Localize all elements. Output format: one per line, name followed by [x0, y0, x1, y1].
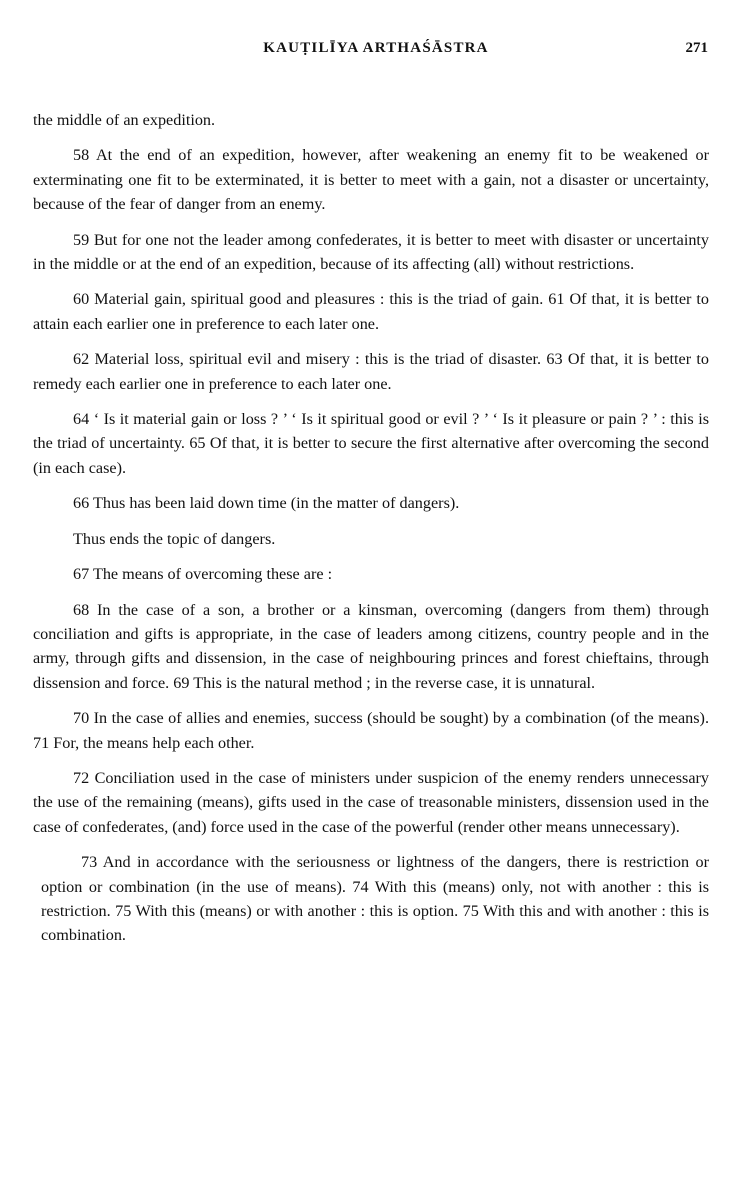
paragraph-67: 67 The means of overcoming these are : [73, 565, 333, 584]
body-text [33, 108, 709, 959]
paragraph-66: 66 Thus has been laid down time (in the matter of dangers). [73, 494, 460, 513]
paragraph-73-75: 73 And in accordance with the seriousness or lightness of the dangers, there is restriction or option or combination (in the use of means). 74 With this (means) only, not with another : this is restriction. 75 With this (means) or with another : this is option. 75 With this and with another : this is combination. [41, 853, 709, 945]
paragraph-59: 59 But for one not the leader among confederates, it is better to meet with disaster or uncertainty in the middle or at the end of an expedition, because of its affecting (all) without restrictions. [33, 230, 709, 274]
paragraph-64-65: 64 ‘ Is it material gain or loss ? ’ ‘ Is it spiritual good or evil ? ’ ‘ Is it pleasure or pain ? ’ : this is the triad of uncertainty. 65 Of that, it is better to secure the first alternative after overcoming the second (in each case). [33, 410, 709, 477]
paragraph-70-71: 70 In the case of allies and enemies, success (should be sought) by a combination (of the means). 71 For, the means help each other. [33, 709, 709, 752]
paragraph-60-61: 60 Material gain, spiritual good and pleasures : this is the triad of gain. 61 Of that, it is better to attain each earlier one in preference to each later one. [33, 290, 709, 333]
paragraph-58: 58 At the end of an expedition, however, after weakening an enemy fit to be weakened or exterminating one fit to be exterminated, it is better to meet with a gain, not a disaster or uncertainty, because of the fear of danger from an enemy. [33, 146, 709, 214]
running-title: KAUṬILĪYA ARTHAŚĀSTRA [263, 40, 489, 56]
paragraph-continuation: the middle of an expedition. [33, 111, 216, 129]
paragraph-62-63: 62 Material loss, spiritual evil and misery : this is the triad of disaster. 63 Of that, it is better to remedy each earlier one in preference to each later one. [33, 350, 709, 393]
topic-end-line: Thus ends the topic of dangers. [73, 529, 276, 548]
paragraph-68-69: 68 In the case of a son, a brother or a kinsman, overcoming (dangers from them) through conciliation and gifts is appropriate, in the case of leaders among citizens, country people and in the army, through gifts and dissension, in the case of neighbouring princes and forest chieftains, through dissension and force. 69 This is the natural method ; in the reverse case, it is unnatural. [33, 600, 709, 692]
paragraph-72: 72 Conciliation used in the case of ministers under suspicion of the enemy renders unnecessary the use of the remaining (means), gifts used in the case of treasonable ministers, dissension used in the case of confederates, (and) force used in the case of the powerful (render other means unnecessary). [33, 768, 709, 836]
page-header [0, 40, 752, 64]
page-number: 271 [685, 40, 708, 56]
